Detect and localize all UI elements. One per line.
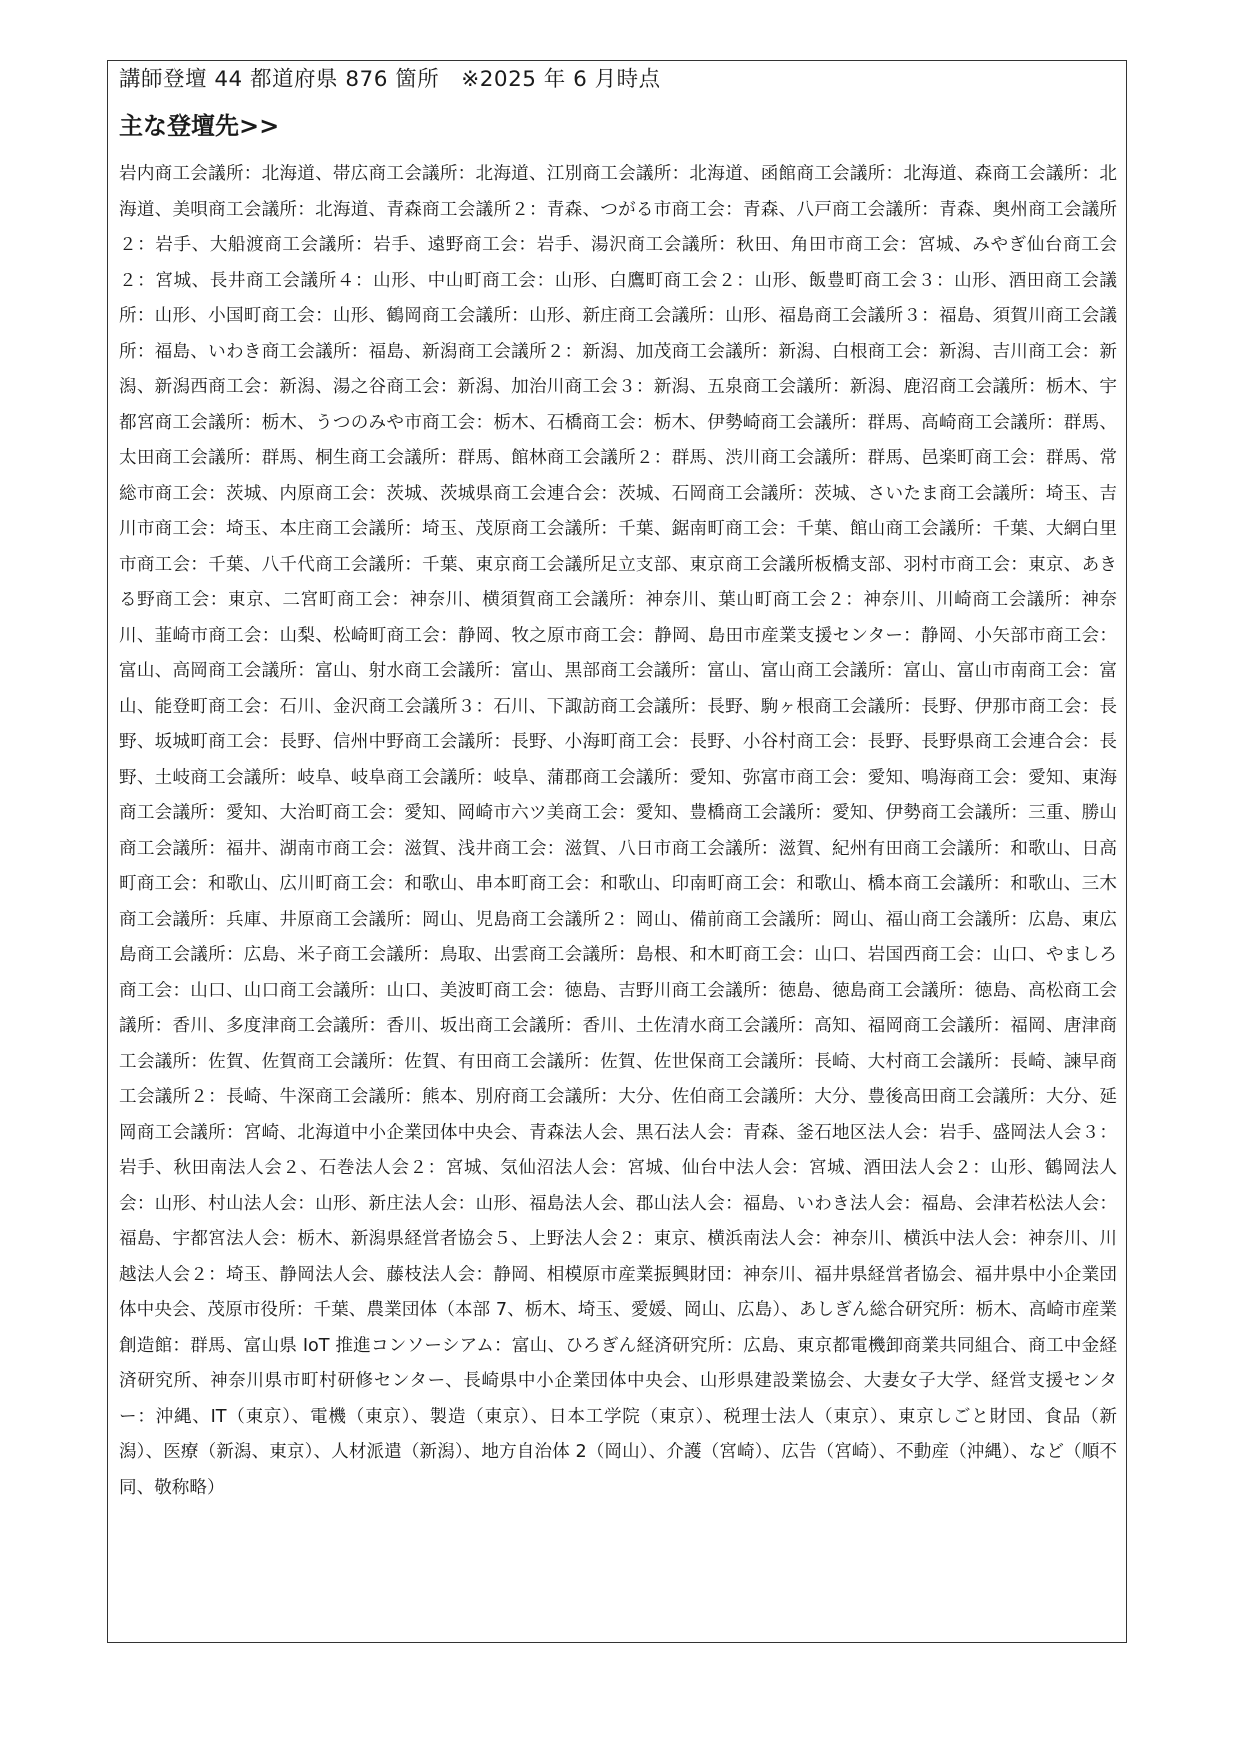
venue-list-text: 岩内商工会議所：北海道、帯広商工会議所：北海道、江別商工会議所：北海道、函館商工会議所：北海道、森商工会議所：北海道、美唄商工会議所：北海道、青森商工会議所２：青森、つがる市商工会：青森、八戸商工会議所：青森、奥州商工会議所２：岩手、大船渡商工会議所：岩手、遠野商工会：岩手、湯沢商工会議所：秋田、角田市商工会：宮城、みやぎ仙台商工会２：宮城、長井商工会議所４：山形、中山町商工会：山形、白鷹町商工会２：山形、飯豊町商工会３：山形、酒田商工会議所：山形、小国町商工会：山形、鶴岡商工会議所：山形、新庄商工会議所：山形、福島商工会議所３：福島、須賀川商工会議所：福島、いわき商工会議所：福島、新潟商工会議所２：新潟、加茂商工会議所：新潟、白根商工会：新潟、吉川商工会：新潟、新潟西商工会：新潟、湯之谷商工会：新潟、加治川商工会３：新潟、五泉商工会議所：新潟、鹿沼商工会議所：栃木、宇都宮商工会議所：栃木、うつのみや市商工会：栃木、石橋商工会：栃木、伊勢崎商工会議所：群馬、高崎商工会議所：群馬、太田商工会議所：群馬、桐生商工会議所：群馬、館林商工会議所２：群馬、渋川商工会議所：群馬、邑楽町商工会：群馬、常総市商工会：茨城、内原商工会：茨城、茨城県商工会連合会：茨城、石岡商工会議所：茨城、さいたま商工会議所：埼玉、吉川市商工会：埼玉、本庄商工会議所：埼玉、茂原商工会議所：千葉、鋸南町商工会：千葉、館山商工会議所：千葉、大網白里市商工会：千葉、八千代商工会議所：千葉、東京商工会議所足立支部、東京商工会議所板橋支部、羽村市商工会：東京、あきる野商工会：東京、二宮町商工会：神奈川、横須賀商工会議所：神奈川、葉山町商工会２：神奈川、川崎商工会議所：神奈川、韮崎市商工会：山梨、松崎町商工会：静岡、牧之原市商工会：静岡、島田市産業支援センター：静岡、小矢部市商工会：富山、高岡商工会議所：富山、射水商工会議所：富山、黒部商工会議所：富山、富山商工会議所：富山、富山市南商工会：富山、能登町商工会：石川、金沢商工会議所３：石川、下諏訪商工会議所：長野、駒ヶ根商工会議所：長野、伊那市商工会：長野、坂城町商工会：長野、信州中野商工会議所：長野、小海町商工会：長野、小谷村商工会：長野、長野県商工会連合会：長野、土岐商工会議所：岐阜、岐阜商工会議所：岐阜、蒲郡商工会議所：愛知、弥富市商工会：愛知、鳴海商工会：愛知、東海商工会議所：愛知、大治町商工会：愛知、岡崎市六ツ美商工会：愛知、豊橋商工会議所：愛知、伊勢商工会議所：三重、勝山商工会議所：福井、湖南市商工会：滋賀、浅井商工会：滋賀、八日市商工会議所：滋賀、紀州有田商工会議所：和歌山、日高町商工会：和歌山、広川町商工会：和歌山、串本町商工会：和歌山、印南町商工会：和歌山、橋本商工会議所：和歌山、三木商工会議所：兵庫、井原商工会議所：岡山、児島商工会議所２：岡山、備前商工会議所：岡山、福山商工会議所：広島、東広島商工会議所：広島、米子商工会議所：鳥取、出雲商工会議所：島根、和木町商工会：山口、岩国西商工会：山口、やましろ商工会：山口、山口商工会議所：山口、美波町商工会：徳島、吉野川商工会議所：徳島、徳島商工会議所：徳島、高松商工会議所：香川、多度津商工会議所：香川、坂出商工会議所：香川、土佐清水商工会議所：高知、福岡商工会議所：福岡、唐津商工会議所：佐賀、佐賀商工会議所：佐賀、有田商工会議所：佐賀、佐世保商工会議所：長崎、大村商工会議所：長崎、諫早商工会議所２：長崎、牛深商工会議所：熊本、別府商工会議所：大分、佐伯商工会議所：大分、豊後高田商工会議所：大分、延岡商工会議所：宮崎、北海道中小企業団体中央会、青森法人会、黒石法人会：青森、釜石地区法人会：岩手、盛岡法人会３：岩手、秋田南法人会２、石巻法人会２：宮城、気仙沼法人会：宮城、仙台中法人会：宮城、酒田法人会２：山形、鶴岡法人会：山形、村山法人会：山形、新庄法人会：山形、福島法人会、郡山法人会：福島、いわき法人会：福島、会津若松法人会：福島、宇都宮法人会：栃木、新潟県経営者協会５、上野法人会２：東京、横浜南法人会：神奈川、横浜中法人会：神奈川、川越法人会２：埼玉、静岡法人会、藤枝法人会：静岡、相模原市産業振興財団：神奈川、福井県経営者協会、福井県中小企業団体中央会、茂原市役所：千葉、農業団体（本部 7、栃木、埼玉、愛媛、岡山、広島）、あしぎん総合研究所：栃木、高崎市産業創造館：群馬、富山県 IoT 推進コンソーシアム：富山、ひろぎん経済研究所：広島、東京都電機卸商業共同組合、商工中金経済研究所、神奈川県市町村研修センター、長崎県中小企業団体中央会、山形県建設業協会、大妻女子大学、経営支援センター：沖縄、IT（東京）、電機（東京）、製造（東京）、日本工学院（東京）、税理士法人（東京）、東京しごと財団、食品（新潟）、医療（新潟、東京）、人材派遣（新潟）、地方自治体 2（岡山）、介護（宮崎）、広告（宮崎）、不動産（沖縄）、など（順不同、敬称略） [119,164,1117,1498]
section-title: 主な登壇先>> [119,112,280,140]
venue-list-box [107,60,1127,1643]
lecture-count-summary: 講師登壇 44 都道府県 876 箇所 ※2025 年 6 月時点 [119,67,661,92]
